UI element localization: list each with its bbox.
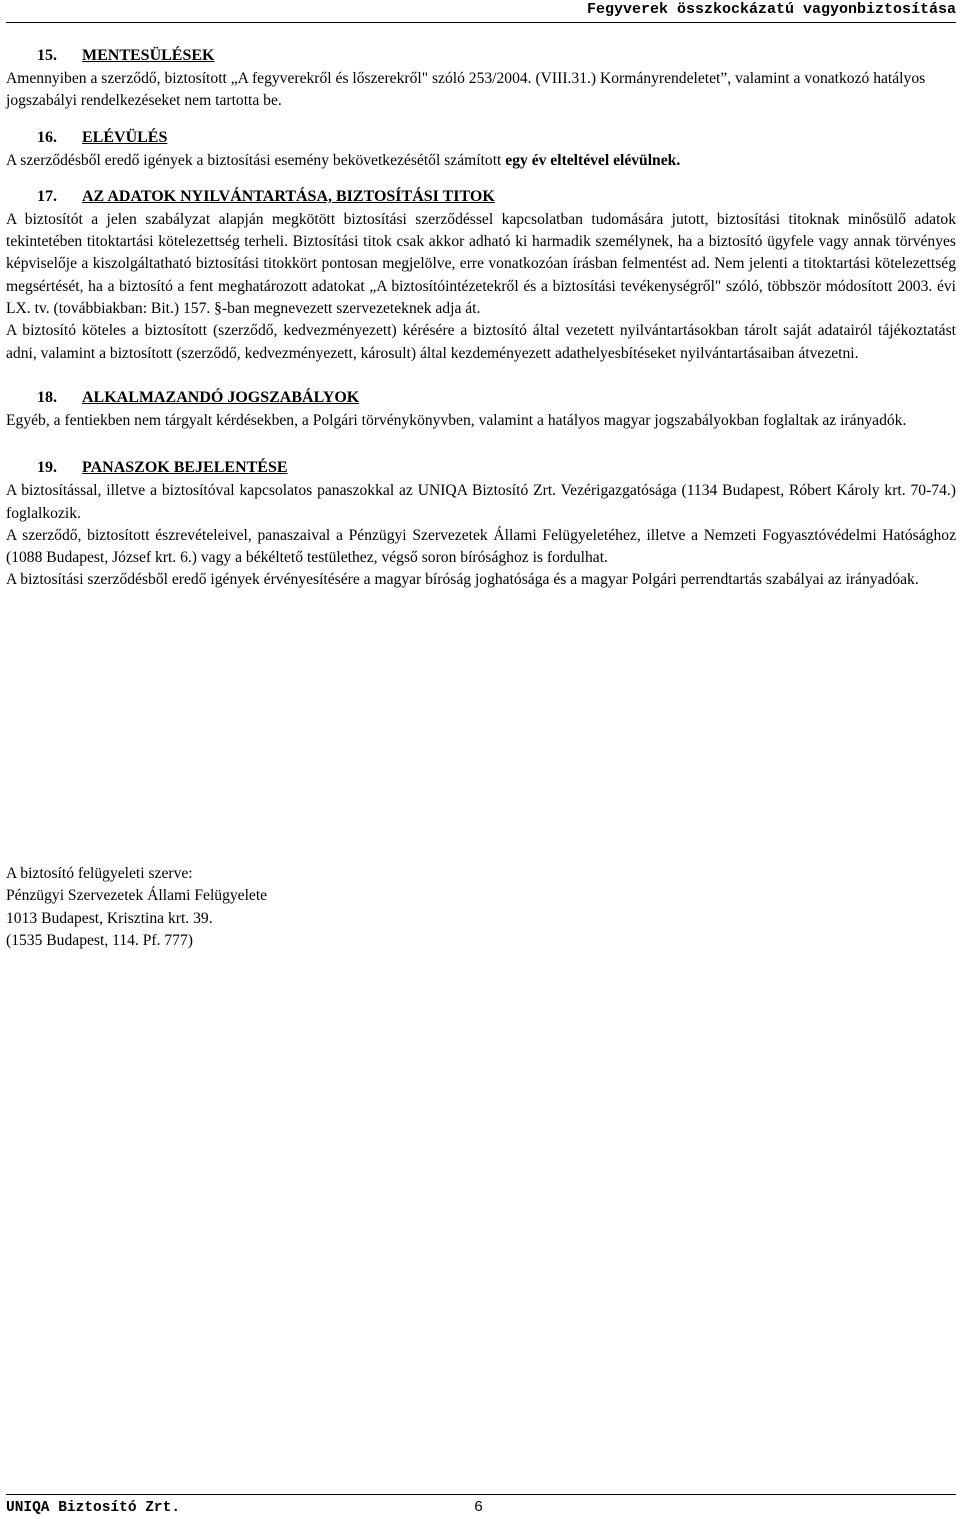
supervisor-block bbox=[6, 863, 267, 952]
paragraph: A biztosító köteles a biztosított (szerződő, kedvezményezett) kérésére a biztosító által vezetett nyilvántartásokban tárolt saját adatairól tájékoztatást adni, valamint a biztosított (szerződő, kedvezményezett, károsult) által kezdeményezett adathelyesbítéseket nyilvántartásaiban átvezetni. bbox=[6, 322, 956, 362]
paragraph: A biztosítót a jelen szabályzat alapján megkötött biztosítási szerződéssel kapcsolatban tudomására jutott, biztosítási titoknak minősülő adatok tekintetében titoktartási kötelezettség terheli. Biztosítási titok csak akkor adható ki harmadik személynek, ha a biztosító ügyfele vagy annak törvényes képviselője a kiszolgáltatható biztosítási titokkört pontosan megjelölve, erre vonatkozóan írásban felmentést ad. Nem jelenti a titoktartási kötelezettség megsértését, ha a biztosító a fent meghatározott adatokat „A biztosítóintézetekről és a biztosítási tevékenységről" szóló, többször módosított 2003. évi LX. tv. (továbbiakban: Bit.) 157. §-ban megnevezett szervezeteknek adja át. bbox=[6, 210, 956, 318]
page-header bbox=[0, 0, 960, 24]
section-title: PANASZOK BEJELENTÉSE bbox=[82, 459, 288, 477]
footer-rule bbox=[6, 1494, 956, 1495]
section-title: ALKALMAZANDÓ JOGSZABÁLYOK bbox=[82, 388, 360, 406]
header-title: Fegyverek összkockázatú vagyonbiztosítása bbox=[586, 1, 956, 18]
supervisor-line: Pénzügyi Szervezetek Állami Felügyelete bbox=[6, 887, 268, 905]
footer-company: UNIQA Biztosító Zrt. bbox=[6, 1500, 181, 1516]
section-19 bbox=[6, 456, 956, 591]
section-heading bbox=[6, 44, 956, 68]
paragraph: Egyéb, a fentiekben nem tárgyalt kérdésekben, a Polgári törvénykönyvben, valamint a hatályos magyar jogszabályokban foglaltak az irányadók. bbox=[6, 411, 907, 429]
section-heading bbox=[6, 185, 956, 209]
section-heading bbox=[6, 386, 956, 410]
section-17 bbox=[6, 185, 956, 365]
section-heading bbox=[6, 126, 956, 150]
document-body bbox=[6, 44, 956, 592]
section-18 bbox=[6, 386, 956, 432]
section-16 bbox=[6, 126, 956, 172]
section-number: 16. bbox=[37, 128, 57, 146]
page-number: 6 bbox=[474, 1499, 484, 1516]
section-title: AZ ADATOK NYILVÁNTARTÁSA, BIZTOSÍTÁSI TITOK bbox=[82, 187, 495, 205]
paragraph: A biztosítással, illetve a biztosítóval kapcsolatos panaszokkal az UNIQA Biztosító Zrt. Vezérigazgatósága (1134 Budapest, Róbert Károly krt. 70-74.) foglalkozik. bbox=[6, 482, 956, 522]
header-rule bbox=[6, 22, 956, 23]
paragraph: Amennyiben a szerződő, biztosított „A fegyverekről és lőszerekről" szóló 253/2004. (VIII.31.) Kormányrendeletet”, valamint a vonatkozó hatályos jogszabályi rendelkezéseket nem tartotta be. bbox=[6, 70, 926, 110]
section-title: MENTESÜLÉSEK bbox=[82, 47, 215, 64]
paragraph bbox=[6, 150, 956, 172]
paragraph-bold-text: egy év elteltével elévülnek. bbox=[505, 151, 681, 169]
supervisor-line: A biztosító felügyeleti szerve: bbox=[6, 865, 193, 882]
section-heading bbox=[6, 456, 956, 480]
section-number: 15. bbox=[37, 47, 57, 64]
supervisor-line: (1535 Budapest, 114. Pf. 777) bbox=[6, 931, 193, 949]
supervisor-line: 1013 Budapest, Krisztina krt. 39. bbox=[6, 909, 213, 927]
section-title: ELÉVÜLÉS bbox=[82, 128, 168, 146]
section-number: 17. bbox=[37, 187, 57, 205]
section-number: 18. bbox=[37, 388, 57, 406]
paragraph: A biztosítási szerződésből eredő igények érvényesítésére a magyar bíróság joghatósága és a magyar Polgári perrendtartás szabályai az irányadóak. bbox=[6, 571, 919, 589]
paragraph: A szerződő, biztosított észrevételeivel, panaszaival a Pénzügyi Szervezetek Állami Felügyeletéhez, illetve a Nemzeti Fogyasztóvédelmi Hatósághoz (1088 Budapest, József krt. 6.) vagy a békéltető testülethez, végső soron bírósághoz is fordulhat. bbox=[6, 526, 956, 567]
paragraph-text: A szerződésből eredő igények a biztosítási esemény bekövetkezésétől számított bbox=[6, 151, 506, 169]
page-footer bbox=[6, 1494, 956, 1519]
section-number: 19. bbox=[37, 459, 57, 477]
section-15 bbox=[6, 44, 956, 113]
